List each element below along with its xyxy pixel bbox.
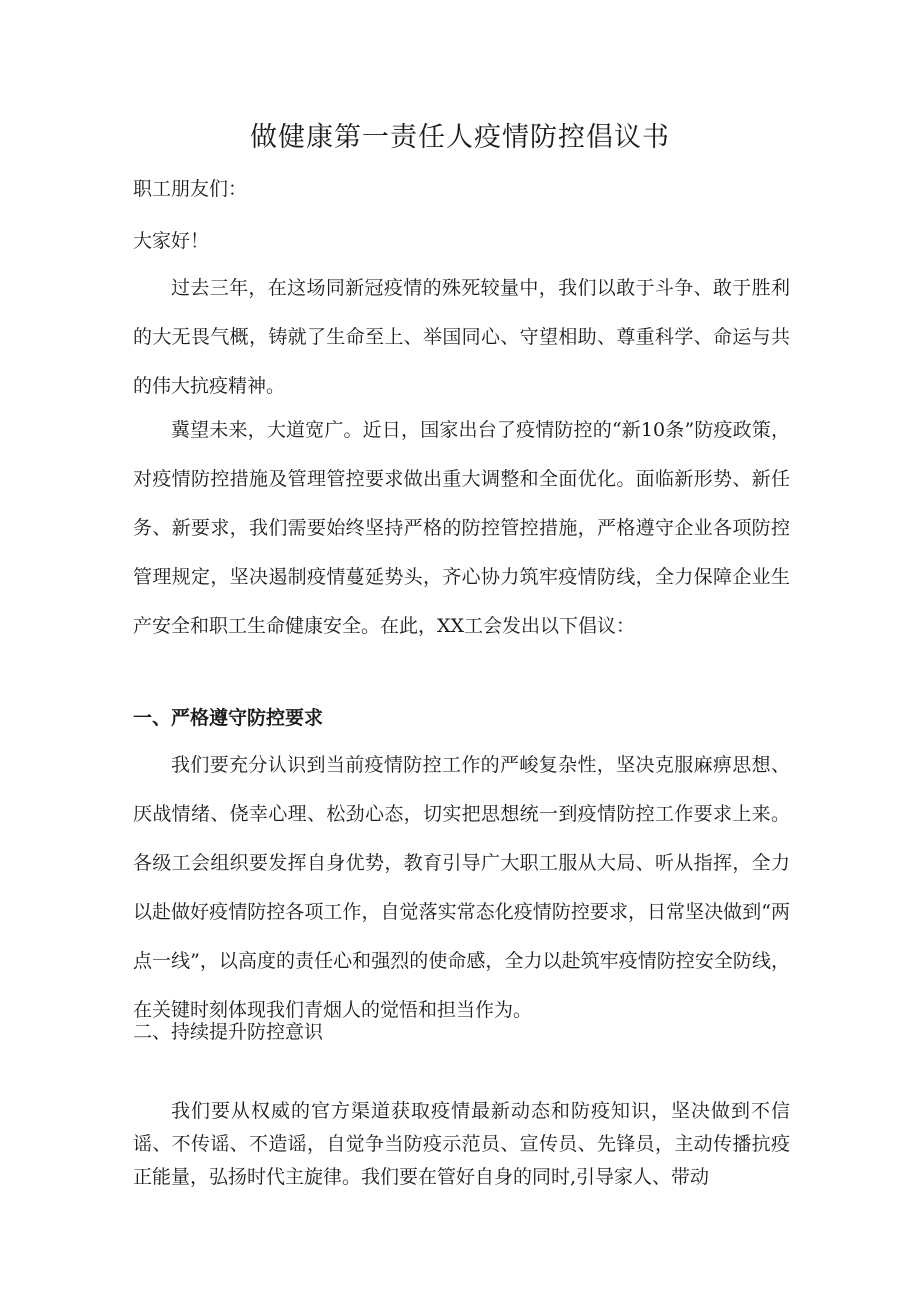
document-title: 做健康第一责任人疫情防控倡议书 bbox=[250, 122, 670, 153]
section-heading-2: 二、持续提升防控意识 bbox=[133, 1021, 324, 1043]
paragraph-section-1: 我们要充分认识到当前疫情防控工作的严峻复杂性，坚决克服麻痹思想、厌战情绪、侥幸心理、松劲心态，切实把思想统一到疫情防控工作要求上来。各级工会组织要发挥自身优势，教育引导广大职工服从大局、听从指挥，全力以赴做好疫情防控各项工作，自觉落实常态化疫情防控要求，日常坚决做到“两点一线”，以高度的责任心和强烈的使命感，全力以赴筑牢疫情防控安全防线，在关键时刻体现我们青烟人的觉悟和担当作为。 bbox=[133, 754, 790, 1021]
salutation: 职工朋友们： bbox=[133, 178, 248, 200]
paragraph-policy: 冀望未来，大道宽广。近日，国家出台了疫情防控的“新10条”防疫政策，对疫情防控措施及管理管控要求做出重大调整和全面优化。面临新形势、新任务、新要求，我们需要始终坚持严格的防控管控措施，严格遵守企业各项防控管理规定，坚决遏制疫情蔓延势头，齐心协力筑牢疫情防线，全力保障企业生产安全和职工生命健康安全。在此，XX工会发出以下倡议： bbox=[133, 419, 790, 637]
paragraph-section-2: 我们要从权威的官方渠道获取疫情最新动态和防疫知识，坚决做到不信谣、不传谣、不造谣，自觉争当防疫示范员、宣传员、先锋员，主动传播抗疫正能量，弘扬时代主旋律。我们要在管好自身的同时,引导家人、带动 bbox=[133, 1100, 790, 1188]
section-heading-1: 一、严格遵守防控要求 bbox=[133, 707, 324, 729]
greeting: 大家好！ bbox=[133, 230, 210, 252]
paragraph-intro: 过去三年，在这场同新冠疫情的殊死较量中，我们以敢于斗争、敢于胜利的大无畏气概，铸就了生命至上、举国同心、守望相助、尊重科学、命运与共的伟大抗疫精神。 bbox=[133, 277, 790, 397]
